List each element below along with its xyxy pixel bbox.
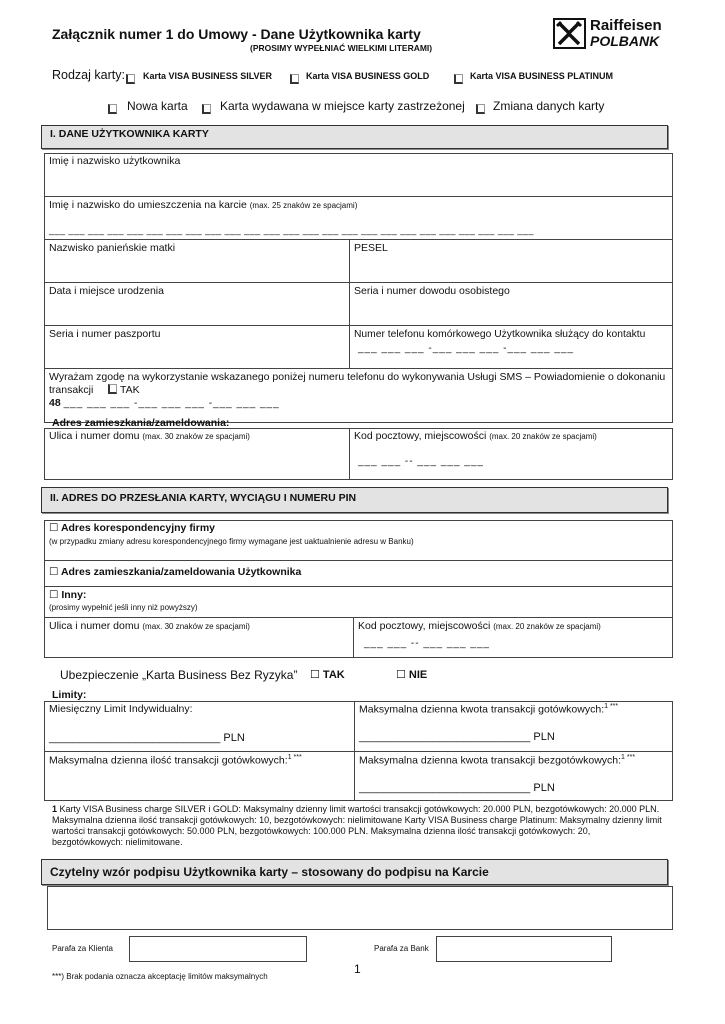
birth-cell[interactable] [44, 282, 349, 325]
card-type-silver-label: Karta VISA BUSINESS SILVER [143, 71, 273, 81]
phone-label: Numer telefonu komórkowego Użytkownika służący do kontaktu [354, 329, 646, 340]
new-card-label: Nowa karta [127, 99, 188, 113]
section2-postal-cell[interactable] [353, 617, 673, 658]
sms-tak-checkbox[interactable] [108, 384, 117, 394]
noncash-amount-blank: ____________________________ [359, 781, 531, 794]
footnote-marker: 1 [52, 804, 58, 814]
section2-street-cell[interactable] [44, 617, 353, 658]
corr-address-option[interactable] [44, 520, 673, 560]
monthly-limit-currency: PLN [223, 732, 245, 744]
page-subtitle: (PROSIMY WYPEŁNIAĆ WIELKIMI LITERAMI) [250, 43, 433, 53]
card-type-platinum-checkbox[interactable] [454, 70, 463, 88]
parafa-client-box[interactable] [129, 936, 307, 962]
noncash-amount-currency: PLN [533, 781, 555, 794]
other-address-note: (prosimy wypełnić jeśli inny niż powyższy) [49, 603, 198, 612]
maiden-name-cell[interactable] [44, 239, 349, 282]
insurance-nie-option[interactable]: ☐ NIE [396, 669, 428, 681]
parafa-client-label: Parafa za Klienta [52, 944, 113, 953]
corr-address-label: ☐ Adres korespondencyjny firmy [49, 522, 215, 534]
insurance-label: Ubezpieczenie „Karta Business Bez Ryzyka” [60, 668, 298, 682]
logo-line1: Raiffeisen [590, 17, 662, 34]
parafa-bank-label: Parafa za Bank [374, 944, 429, 953]
section1-street-note: (max. 30 znaków ze spacjami) [142, 432, 250, 441]
logo-line2: POLBANK [590, 33, 660, 49]
card-name-cell[interactable] [44, 196, 673, 239]
data-change-label: Zmiana danych karty [493, 99, 605, 113]
pesel-cell[interactable] [349, 239, 673, 282]
maiden-name-label: Nazwisko panieńskie matki [49, 242, 176, 254]
id-label: Seria i numer dowodu osobistego [354, 285, 510, 297]
section1-postal-note: (max. 20 znaków ze spacjami) [489, 432, 597, 441]
section1-street-label: Ulica i numer domu [49, 430, 140, 442]
passport-label: Seria i numer paszportu [49, 328, 161, 340]
insurance-tak-option[interactable]: ☐ TAK [310, 669, 345, 681]
cash-count-cell[interactable] [44, 751, 354, 801]
cash-count-label: Maksymalna dzienna ilość transakcji gotówkowych: [49, 754, 288, 767]
monthly-limit-label: Miesięczny Limit Indywidualny: [49, 703, 193, 715]
noncash-amount-cell[interactable] [354, 751, 673, 801]
monthly-limit-cell[interactable] [44, 701, 354, 751]
id-cell[interactable] [349, 282, 673, 325]
other-address-label: ☐ Inny: [49, 589, 87, 601]
card-type-gold-label: Karta VISA BUSINESS GOLD [306, 71, 430, 81]
home-address-option[interactable] [44, 560, 673, 586]
monthly-limit-blank: ____________________________ [49, 732, 221, 744]
cash-count-sup: 1 *** [287, 754, 302, 761]
corr-address-note: (w przypadku zmiany adresu korespondencyjnego firmy wymagane jest uaktualnienie adresu w Banku) [49, 537, 414, 546]
user-name-cell[interactable] [44, 153, 673, 196]
bottom-note: ***) Brak podania oznacza akceptację limitów maksymalnych [52, 972, 268, 981]
replacement-card-label: Karta wydawana w miejsce karty zastrzeżonej [220, 99, 465, 113]
card-name-blanks: ___ ___ ___ ___ ___ ___ ___ ___ ___ ___ ___ ___ ___ ___ ___ ___ ___ ___ ___ ___ ___ ___ ___ ___ ___ [49, 225, 534, 235]
card-type-gold-checkbox[interactable] [290, 70, 299, 88]
section2-postal-label: Kod pocztowy, miejscowości [358, 620, 491, 632]
card-type-silver-checkbox[interactable] [126, 70, 135, 88]
home-address-label: ☐ Adres zamieszkania/zameldowania Użytkownika [49, 566, 302, 578]
section2-header: II. ADRES DO PRZESŁANIA KARTY, WYCIĄGU I NUMERU PIN [41, 487, 668, 513]
section2-street-label: Ulica i numer domu [49, 620, 140, 632]
section2-postal-note: (max. 20 znaków ze spacjami) [493, 622, 601, 631]
logo-crossed-gables-icon [553, 18, 586, 49]
cash-amount-currency: PLN [533, 730, 555, 743]
replacement-card-checkbox[interactable] [202, 100, 211, 118]
sms-prefix: 48 [49, 397, 61, 409]
signature-header: Czytelny wzór podpisu Użytkownika karty – stosowany do podpisu na Karcie [41, 859, 668, 885]
birth-label: Data i miejsce urodzenia [49, 285, 164, 297]
page-number: 1 [354, 962, 361, 976]
pesel-label: PESEL [354, 242, 388, 254]
section2-street-note: (max. 30 znaków ze spacjami) [142, 622, 250, 631]
card-name-note: (max. 25 znaków ze spacjami) [249, 201, 358, 210]
cash-amount-label: Maksymalna dzienna kwota transakcji gotówkowych: [359, 703, 605, 716]
noncash-amount-label: Maksymalna dzienna kwota transakcji bezgotówkowych: [359, 754, 622, 767]
section2-postal-blanks: ___ ___ -- ___ ___ ___ [364, 638, 490, 649]
cash-amount-cell[interactable] [354, 701, 673, 751]
footnote-text: Karty VISA Business charge SILVER i GOLD: Maksymalny dzienny limit wartości transakcji gotówkowych: 20.000 PLN, bezgotówkowych: 20.000 PLN. Maksymalna dzienna ilość transakcji gotówkowych: 10, bezgotówkowych: nielimitowane Karty VISA Business charge Platinum: Maksymalny dzienny limit wartości transakcji gotówkowych: 50.000 PLN, bezgotówkowych: 100.000 PLN. Maksymalna dzienna ilość transakcji gotówkowych: 20, bezgotówkowych: nielimitowane. [52, 804, 662, 847]
cash-amount-sup: 1 *** [604, 703, 619, 710]
data-change-checkbox[interactable] [476, 100, 485, 118]
sms-consent-cell [44, 368, 673, 416]
new-card-checkbox[interactable] [108, 100, 117, 118]
section1-postal-label: Kod pocztowy, miejscowości [354, 430, 487, 442]
sms-phone-blanks[interactable]: ___ ___ ___ -___ ___ ___ -___ ___ ___ [63, 398, 280, 409]
noncash-amount-sup: 1 *** [621, 754, 636, 761]
parafa-bank-box[interactable] [436, 936, 612, 962]
phone-blanks: ___ ___ ___ -___ ___ ___ -___ ___ ___ [358, 343, 575, 354]
card-type-label: Rodzaj karty: [52, 68, 125, 82]
card-name-label: Imię i nazwisko do umieszczenia na karcie [49, 199, 247, 211]
bank-logo [553, 17, 673, 51]
phone-cell[interactable] [349, 325, 673, 368]
cash-amount-blank: ____________________________ [359, 730, 531, 743]
limits-footnote [52, 804, 662, 848]
page-title: Załącznik numer 1 do Umowy - Dane Użytkownika karty [52, 26, 421, 42]
signature-box[interactable] [47, 886, 673, 930]
sms-tak-label: TAK [120, 384, 140, 396]
card-type-platinum-label: Karta VISA BUSINESS PLATINUM [470, 71, 614, 81]
sms-consent-text: Wyrażam zgodę na wykorzystanie wskazanego poniżej numeru telefonu do wykonywania Usługi SMS – Powiadomienie o dokonaniu transakcji [49, 371, 666, 396]
section1-street-cell[interactable] [44, 428, 349, 480]
user-name-label: Imię i nazwisko użytkownika [49, 155, 181, 167]
other-address-option[interactable] [44, 586, 673, 617]
section1-postal-blanks: ___ ___ -- ___ ___ ___ [358, 456, 484, 467]
section1-postal-cell[interactable] [349, 428, 673, 480]
section1-header: I. DANE UŻYTKOWNIKA KARTY [41, 125, 668, 149]
address-heading: Adres zamieszkania/zameldowania: [52, 417, 230, 429]
passport-cell[interactable] [44, 325, 349, 368]
limits-heading: Limity: [52, 689, 87, 701]
